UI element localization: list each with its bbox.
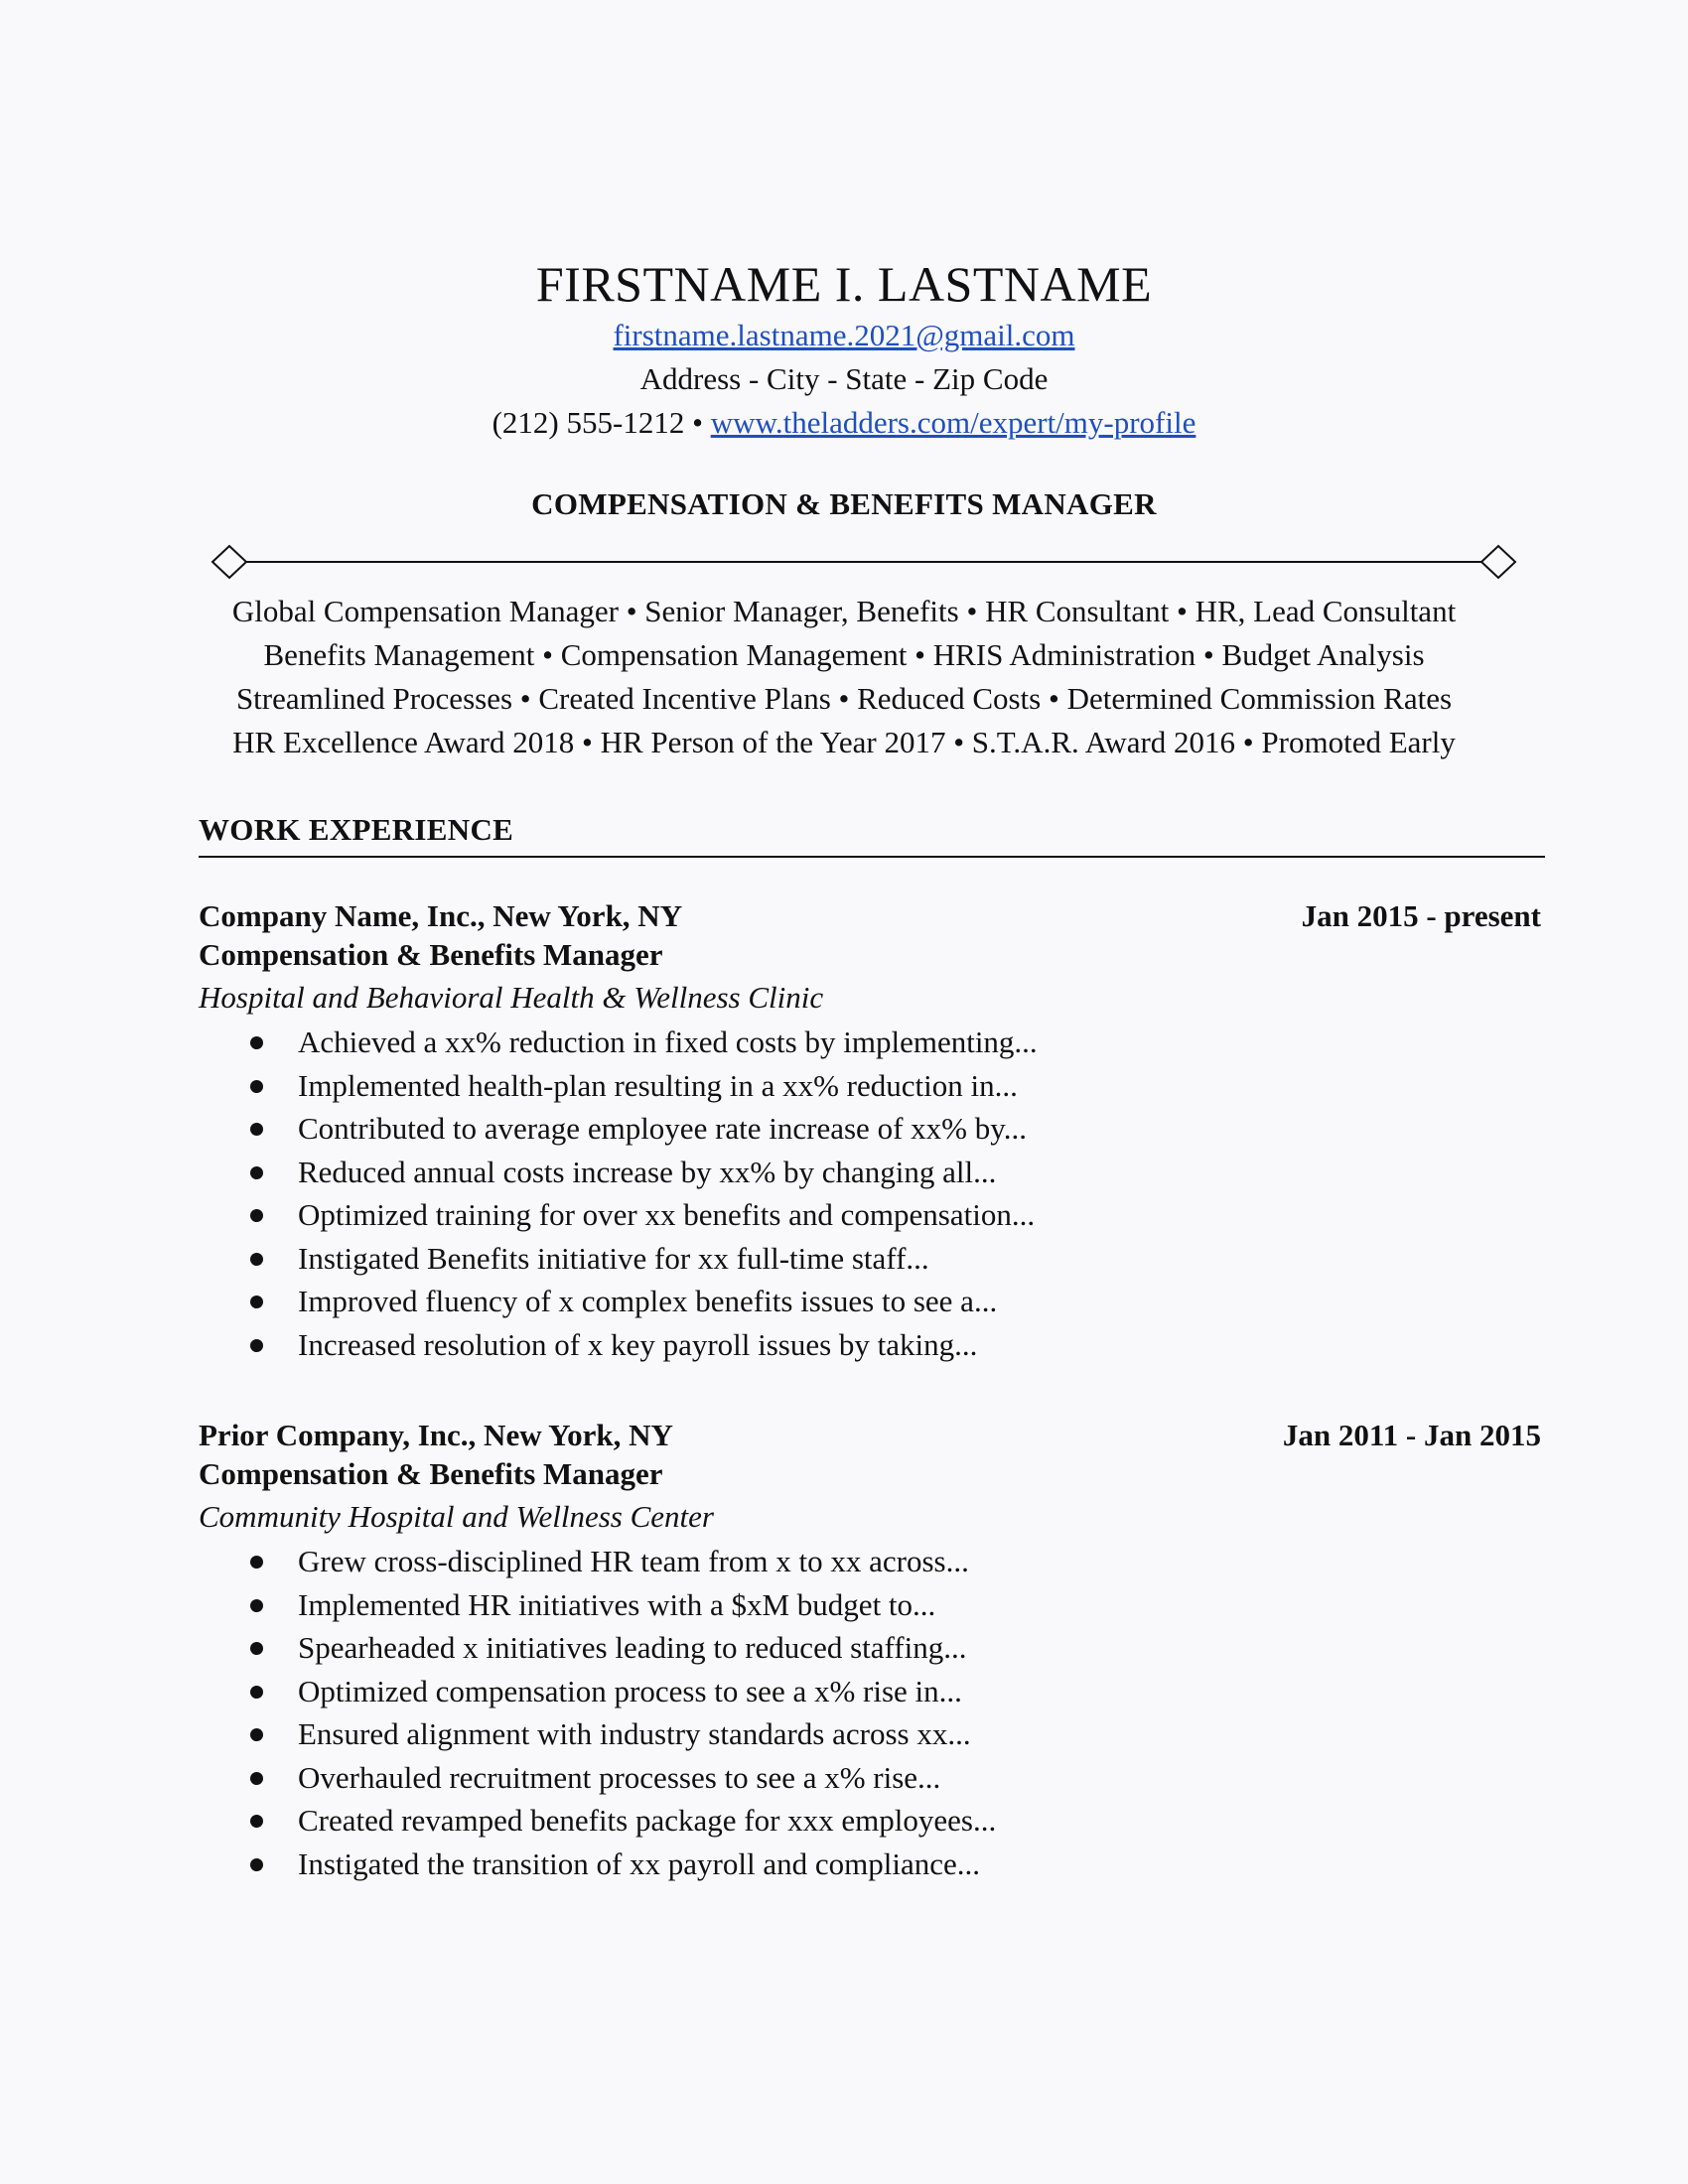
job-company: Company Name, Inc., New York, NY [199, 898, 683, 933]
list-item [199, 1540, 1541, 1583]
diamond-right-icon [1481, 546, 1515, 578]
keyword-line: Global Compensation Manager • Senior Manager, Benefits • HR Consultant • HR, Lead Consultant [231, 594, 1457, 628]
bullet-icon [250, 1296, 263, 1308]
job-bullet-list [199, 1540, 1541, 1885]
bullet-icon [250, 1253, 263, 1266]
list-item [199, 1193, 1541, 1237]
keyword-line: Benefits Management • Compensation Management • HRIS Administration • Budget Analysis [263, 637, 1425, 672]
job-header-row [199, 896, 1541, 935]
bullet-icon [250, 1858, 263, 1871]
bullet-icon [250, 1036, 263, 1049]
headline-title: COMPENSATION & BENEFITS MANAGER [531, 486, 1157, 521]
list-item [199, 1151, 1541, 1194]
diamond-divider [199, 544, 1529, 580]
list-item [199, 1107, 1541, 1151]
keyword-line: HR Excellence Award 2018 • HR Person of the Year 2017 • S.T.A.R. Award 2016 • Promoted Early [232, 725, 1456, 759]
bullet-icon [250, 1815, 263, 1828]
bullet-text: Created revamped benefits package for xxx employees... [298, 1803, 997, 1838]
list-item [199, 1237, 1541, 1281]
job-organization: Community Hospital and Wellness Center [199, 1499, 714, 1534]
job-dates: Jan 2011 - Jan 2015 [1282, 1418, 1541, 1452]
job-title: Compensation & Benefits Manager [199, 1456, 663, 1491]
list-item [199, 1583, 1541, 1627]
diamond-left-icon [212, 546, 246, 578]
bullet-separator: • [692, 405, 703, 440]
bullet-icon [250, 1599, 263, 1612]
job-entry [199, 896, 1541, 1366]
bullet-text: Ensured alignment with industry standards across xx... [298, 1716, 971, 1751]
job-header-row [199, 1416, 1541, 1454]
job-title: Compensation & Benefits Manager [199, 937, 663, 972]
address-line: Address - City - State - Zip Code [639, 361, 1049, 396]
bullet-text: Instigated Benefits initiative for xx full-time staff... [298, 1240, 929, 1276]
list-item [199, 1843, 1541, 1886]
phone-profile-line [0, 401, 1688, 445]
list-item [199, 1712, 1541, 1756]
phone-number: (212) 555-1212 [492, 405, 685, 440]
list-item [199, 1323, 1541, 1367]
job-entry [199, 1416, 1541, 1885]
bullet-text: Contributed to average employee rate increase of xx% by... [298, 1111, 1027, 1146]
list-item [199, 1064, 1541, 1108]
keyword-summary [0, 590, 1688, 764]
bullet-icon [250, 1772, 263, 1785]
list-item [199, 1670, 1541, 1713]
bullet-text: Overhauled recruitment processes to see a x% rise... [298, 1759, 941, 1795]
bullet-text: Increased resolution of x key payroll issues by taking... [298, 1326, 978, 1362]
email-line [0, 314, 1688, 357]
bullet-text: Optimized compensation process to see a x% rise in... [298, 1673, 962, 1708]
bullet-text: Implemented HR initiatives with a $xM budget to... [298, 1586, 936, 1622]
bullet-icon [250, 1642, 263, 1655]
bullet-icon [250, 1166, 263, 1179]
bullet-icon [250, 1728, 263, 1741]
candidate-name: FIRSTNAME I. LASTNAME [535, 256, 1153, 312]
email-link[interactable]: firstname.lastname.2021@gmail.com [613, 318, 1075, 352]
section-rule [199, 856, 1545, 858]
section-title-work-experience: WORK EXPERIENCE [199, 812, 514, 847]
resume-header [0, 254, 1688, 445]
bullet-icon [250, 1556, 263, 1569]
bullet-text: Instigated the transition of xx payroll and compliance... [298, 1845, 980, 1881]
bullet-icon [250, 1209, 263, 1222]
list-item [199, 1021, 1541, 1064]
list-item [199, 1280, 1541, 1323]
keyword-line: Streamlined Processes • Created Incentive Plans • Reduced Costs • Determined Commission Rates [235, 681, 1453, 716]
bullet-text: Grew cross-disciplined HR team from x to xx across... [298, 1544, 969, 1578]
bullet-text: Implemented health-plan resulting in a xx% reduction in... [298, 1067, 1018, 1103]
bullet-text: Spearheaded x initiatives leading to reduced staffing... [298, 1630, 967, 1665]
bullet-text: Achieved a xx% reduction in fixed costs by implementing... [298, 1024, 1038, 1059]
list-item [199, 1756, 1541, 1800]
bullet-text: Improved fluency of x complex benefits issues to see a... [298, 1284, 998, 1318]
job-organization: Hospital and Behavioral Health & Wellness Clinic [199, 980, 824, 1015]
list-item [199, 1799, 1541, 1843]
bullet-icon [250, 1339, 263, 1352]
bullet-icon [250, 1123, 263, 1136]
bullet-text: Optimized training for over xx benefits and compensation... [298, 1197, 1036, 1232]
bullet-icon [250, 1686, 263, 1699]
job-dates: Jan 2015 - present [1301, 898, 1541, 933]
list-item [199, 1626, 1541, 1670]
job-bullet-list [199, 1021, 1541, 1366]
bullet-icon [250, 1080, 263, 1093]
profile-link[interactable]: www.theladders.com/expert/my-profile [710, 405, 1196, 440]
job-company: Prior Company, Inc., New York, NY [199, 1418, 673, 1452]
bullet-text: Reduced annual costs increase by xx% by changing all... [298, 1154, 997, 1189]
